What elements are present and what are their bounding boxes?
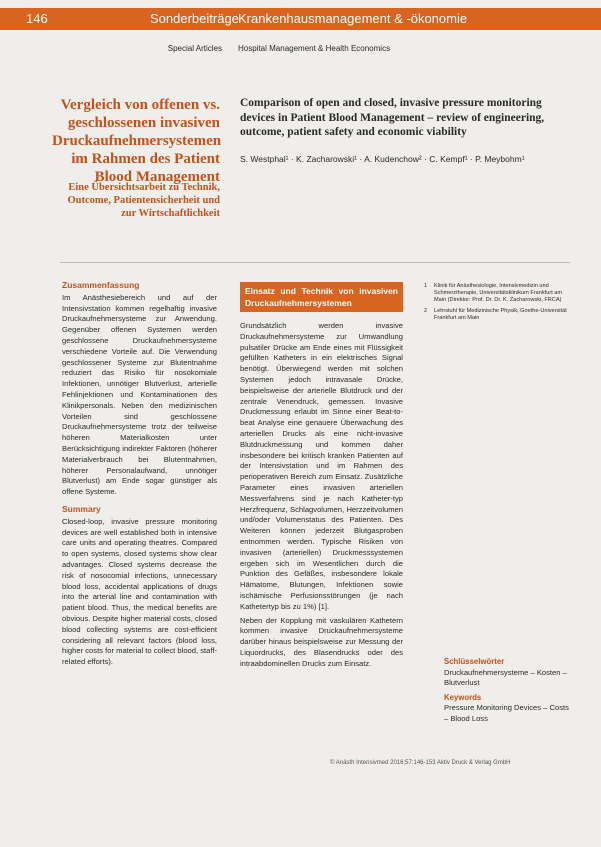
header-bar	[0, 8, 601, 30]
divider	[60, 262, 570, 263]
section-label-en-2: Hospital Management & Health Economics	[238, 44, 391, 53]
authors: S. Westphal¹ · K. Zacharowski¹ · A. Kudenchow² · C. Kempf¹ · P. Meybohm¹	[240, 154, 525, 164]
section-label-en: Special Articles	[167, 44, 222, 53]
affiliations	[424, 283, 574, 325]
affiliation-number: 2	[424, 307, 428, 314]
keywords-box	[444, 657, 574, 728]
affiliation-number: 1	[424, 283, 428, 289]
zusammenfassung-text: Im Anästhesiebereich und auf der Intensivstation kommen regelhaftig invasive Druckaufnehmersysteme zur Anwendung. Gegenüber offenen Systemen werden geschlossene Druckaufnehmersysteme verschiedene Vorteile auf. Die Verwendung geschlossener Systeme zur Blutentnahme reduziert das Risiko für nosokomiale Infektionen, unnötiger Blutverlust, arterielle Fehlinjektionen und Kontaminationen des Klinikpersonals. Neben den medizinischen Vorteilen sind geschlossene Druckaufnehmersysteme trotz der teilweise höheren Materialkosten unter Berücksichtigung indirekter Faktoren (höherer Materialverbrauch bei Blutentnahmen, höherer Personalaufwand, unnötiger Blutverlust) am Ende sogar günstiger als offene Systeme.	[62, 292, 217, 497]
section-label-de-2: Krankenhausmanagement & -ökonomie	[238, 11, 468, 26]
affiliation-note	[424, 283, 574, 305]
copyright-footer: © Anästh Intensivmed 2016;57:146-153 Aktiv Druck & Verlag GmbH	[330, 760, 511, 766]
affiliation-text: Klinik für Anästhesiologie, Intensivmedizin und Schmerztherapie, Universitätsklinikum Frankfurt am Main (Direktor: Prof. Dr. Dr. K. Zacharowski, FRCA)	[434, 283, 563, 304]
keywords-de-text: Druckaufnehmersysteme – Kosten – Blutverlust	[444, 667, 567, 687]
keywords-en-heading: Keywords	[444, 692, 482, 702]
body-column	[240, 282, 403, 673]
einsatz-heading: Einsatz und Technik von invasiven Druckaufnehmersystemen	[240, 282, 403, 312]
title-german: Vergleich von offenen vs. geschlossenen invasiven Druckaufnehmersystemen im Rahmen des Patient Blood Management	[52, 97, 222, 185]
keywords-en-text: Pressure Monitoring Devices – Costs – Blood Loss	[444, 703, 569, 723]
abstract-column	[62, 280, 217, 674]
subtitle-german: Eine Übersichtsarbeit zu Technik, Outcome, Patientensicherheit und zur Wirtschaftlichkeit	[67, 182, 220, 219]
einsatz-paragraph-1: Grundsätzlich werden invasive Druckaufnehmersysteme zur Umwandlung pulsatiler Drücke am Ende eines mit Flüssigkeit gefüllten Katheters in ein elektrisches Signal benötigt. Überwiegend werden mit solchen Systemen jedoch intravasale Drücke, beispielsweise der arterielle Blutdruck und der zentrale Venendruck, gemessen. Invasive Druckmessung erlaubt im Sinne einer Beat-to-beat Analyse eine genauere Überwachung des arteriellen Drucks als eine nicht-invasive Blutdruckmessung und kommen daher insbesondere bei kritisch kranken Patienten auf der Intensivstation und im Rahmen des perioperativen Bereich zum Einsatz. Zusätzliche Parameter eines invasiven arteriellen Messverfahrens sind je nach Katheter-typ Herzfrequenz, Schlagvolumen, Herzzeitvolumen und/oder Volumenstatus des Patienten. Des Weiteren können jederzeit Blutgasproben entnommen werden. Typische Risiken von invasiven (arteriellen) Druckmesssystemen ergeben sich im Wesentlichen durch die Punktion des Gefäßes, insbesondere lokale Hämatome, Blutungen, Infektionen sowie ischämische Perfusionsstörungen (je nach Kathetertyp bis zu 1%) [1].	[240, 321, 403, 611]
summary-heading: Summary	[62, 503, 101, 514]
affiliation-note	[424, 308, 574, 322]
zusammenfassung-heading: Zusammenfassung	[62, 280, 140, 290]
keywords-de-heading: Schlüsselwörter	[444, 657, 505, 666]
section-label-de: Sonderbeiträge	[150, 11, 239, 26]
einsatz-paragraph-2: Neben der Kopplung mit vaskulären Kathetern kommen invasive Druckaufnehmersysteme darüber hinaus beispielsweise zur Messung der Liquordrucks, des Blasendrucks oder des intraabdominellen Drucks zum Einsatz.	[240, 615, 403, 668]
title-english: Comparison of open and closed, invasive pressure monitoring devices in Patient Blood Management – review of engineering, outcome, patient safety and economic viability	[240, 97, 545, 138]
page-number: 146	[26, 11, 48, 26]
affiliation-text: Lehrstuhl für Medizinische Physik, Goethe-Universität Frankfurt am Main	[434, 307, 567, 321]
summary-text: Closed-loop, invasive pressure monitoring devices are well established both in intensive care units and operating theatres. Compared to open systems, closed systems show clear advantages. Closed systems decrease the risk of nosocomial infections, unnecessary blood loss, accidental applications of drugs into the arterial line and contamination with patient blood. Thus, the medical benefits are obvious. Despite higher material costs, closed blood collecting systems are cost-efficient considering all relevant factors (blood loss, higher costs for material to collect blood, staff-related efforts).	[62, 516, 217, 667]
